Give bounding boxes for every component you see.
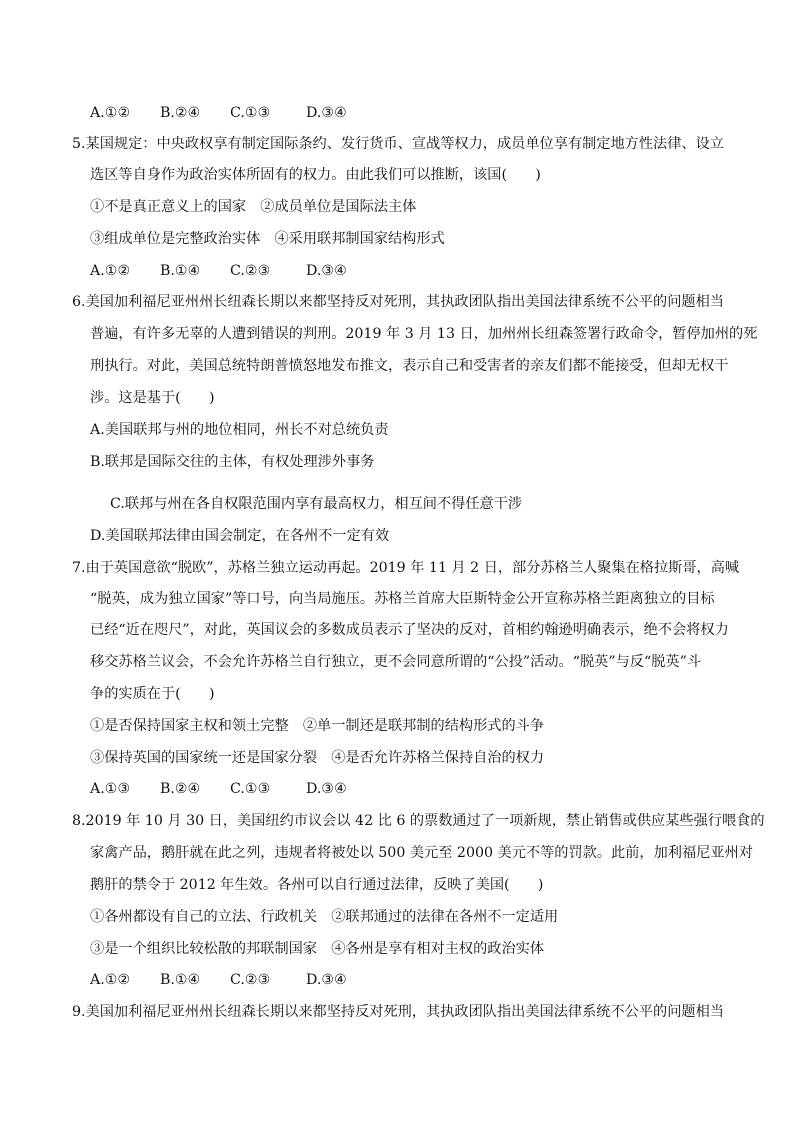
q4-option-d[interactable]: D.③④ (306, 105, 347, 121)
q8-option-a[interactable]: A.①② (90, 972, 131, 988)
q6-stem-line-1: 6.美国加利福尼亚州州长纽森长期以来都坚持反对死刑，其执政团队指出美国法律系统不公平的问题相当 (72, 294, 724, 310)
q4-option-a[interactable]: A.①② (90, 105, 131, 121)
q4-options (90, 103, 366, 123)
q8-options (90, 970, 366, 990)
q5-stem-line-1: 5.某国规定：中央政权享有制定国际条约、发行货币、宣战等权力，成员单位享有制定地方性法律、设立 (72, 136, 724, 152)
q8-stem-line-2: 家禽产品，鹅肝就在此之列，违规者将被处以 500 美元至 2000 美元不等的罚款。此前，加利福尼亚州对 (90, 845, 753, 861)
q5-option-c[interactable]: C.②③ (230, 263, 271, 279)
q8-item-line-1: ①各州都设有自己的立法、行政机关 ②联邦通过的法律在各州不一定适用 (90, 909, 559, 925)
q7-option-c[interactable]: C.①③ (230, 781, 271, 797)
q7-stem-line-4: 移交苏格兰议会，不会允许苏格兰自行独立，更不会同意所谓的“公投”活动。“脱英”与反“脱英”斗 (90, 654, 702, 670)
q6-option-d[interactable]: D.美国联邦法律由国会制定，在各州不一定有效 (90, 528, 390, 544)
q5-option-a[interactable]: A.①② (90, 263, 131, 279)
q8-option-b[interactable]: B.①④ (160, 972, 201, 988)
q5-stem-line-2: 选区等自身作为政治实体所固有的权力。由此我们可以推断，该国( ) (90, 167, 541, 183)
q9-stem-line-1: 9.美国加利福尼亚州州长纽森长期以来都坚持反对死刑，其执政团队指出美国法律系统不公平的问题相当 (72, 1004, 724, 1020)
q6-stem-line-3: 刑执行。对此，美国总统特朗普愤怒地发布推文，表示自己和受害者的亲友们都不能接受，但却无权干 (90, 358, 729, 374)
q8-item-line-2: ③是一个组织比较松散的邦联制国家 ④各州是享有相对主权的政治实体 (90, 941, 545, 957)
q8-stem-line-3: 鹅肝的禁令于 2012 年生效。各州可以自行通过法律，反映了美国( ) (90, 877, 544, 893)
q7-option-b[interactable]: B.②④ (160, 781, 201, 797)
q7-option-d[interactable]: D.③④ (306, 781, 347, 797)
q6-stem-line-2: 普遍，有许多无辜的人遭到错误的判刑。2019 年 3 月 13 日，加州州长纽森签署行政命令，暂停加州的死 (90, 326, 758, 342)
q7-stem-line-3: 已经“近在咫尺”，对此，英国议会的多数成员表示了坚决的反对，首相约翰逊明确表示，绝不会将权力 (90, 622, 729, 638)
q4-option-b[interactable]: B.②④ (160, 105, 201, 121)
q7-item-line-1: ①是否保持国家主权和领土完整 ②单一制还是联邦制的结构形式的斗争 (90, 718, 545, 734)
q7-item-line-2: ③保持英国的国家统一还是国家分裂 ④是否允许苏格兰保持自治的权力 (90, 750, 545, 766)
q5-options (90, 261, 366, 281)
q8-stem-line-1: 8.2019 年 10 月 30 日，美国纽约市议会以 42 比 6 的票数通过了一项新规，禁止销售或供应某些强行喂食的 (72, 813, 765, 829)
q8-option-d[interactable]: D.③④ (306, 972, 347, 988)
q7-stem-line-2: “脱英，成为独立国家”等口号，向当局施压。苏格兰首席大臣斯特金公开宣称苏格兰距离独立的目标 (90, 591, 715, 607)
q7-stem-line-1: 7.由于英国意欲“脱欧”，苏格兰独立运动再起。2019 年 11 月 2 日，部分苏格兰人聚集在格拉斯哥，高喊 (72, 560, 740, 576)
q7-stem-line-5: 争的实质在于( ) (90, 686, 215, 702)
q5-option-d[interactable]: D.③④ (306, 263, 347, 279)
q6-option-a[interactable]: A.美国联邦与州的地位相同，州长不对总统负责 (90, 422, 389, 438)
q7-option-a[interactable]: A.①③ (90, 781, 131, 797)
q5-item-line-2: ③组成单位是完整政治实体 ④采用联邦制国家结构形式 (90, 231, 445, 247)
q8-option-c[interactable]: C.②③ (230, 972, 271, 988)
q6-option-c[interactable]: C.联邦与州在各自权限范围内享有最高权力，相互间不得任意干涉 (110, 496, 523, 512)
q5-item-line-1: ①不是真正意义上的国家 ②成员单位是国际法主体 (90, 199, 417, 215)
q4-option-c[interactable]: C.①③ (230, 105, 271, 121)
q5-option-b[interactable]: B.①④ (160, 263, 201, 279)
q7-options (90, 779, 366, 799)
q6-option-b[interactable]: B.联邦是国际交往的主体，有权处理涉外事务 (90, 454, 375, 470)
q6-stem-line-4: 涉。这是基于( ) (90, 390, 215, 406)
